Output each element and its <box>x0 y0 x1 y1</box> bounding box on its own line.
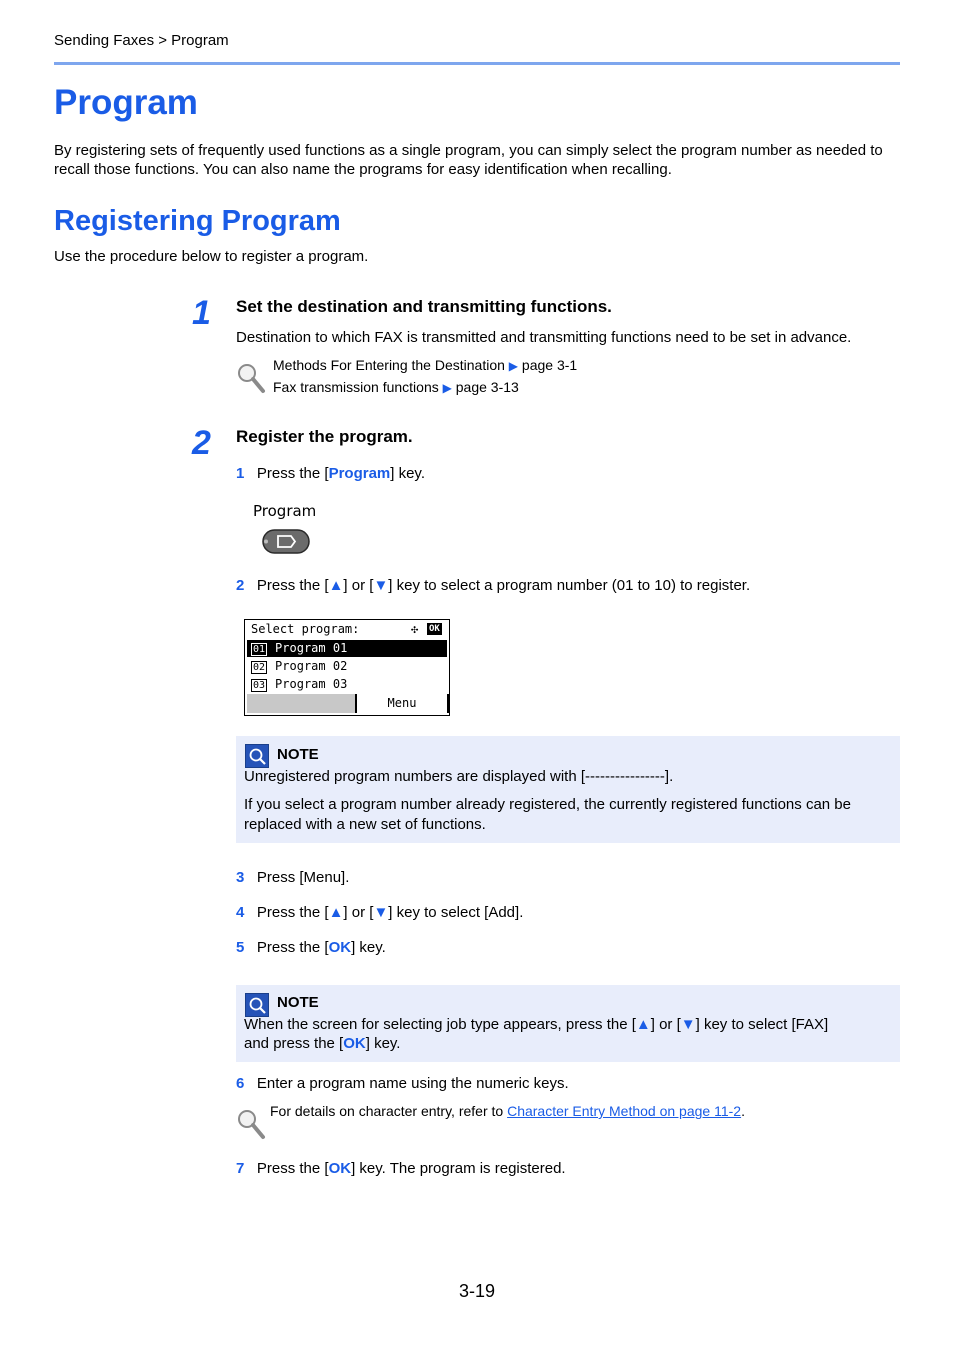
key-name: OK <box>343 1035 366 1052</box>
note-label: NOTE <box>277 994 319 1011</box>
lcd-list-item[interactable]: 02 Program 02 <box>253 659 348 673</box>
ok-icon: OK <box>429 624 440 634</box>
lcd-list-item[interactable]: 03 Program 03 <box>253 677 348 691</box>
lcd-list-item[interactable]: 01 Program 01 <box>247 640 447 657</box>
substep-6: 6 Enter a program name using the numeric keys. <box>236 1075 569 1092</box>
arrow-right-icon: ▶ <box>508 359 519 373</box>
down-arrow-icon: ▼ <box>373 577 389 594</box>
note-text: When the screen for selecting job type appears, press the [▲] or [▼] key to select [FAX] <box>244 1016 829 1033</box>
note-box <box>236 985 900 1062</box>
header-rule <box>54 62 900 65</box>
note-label: NOTE <box>277 746 319 763</box>
reference-text: Methods For Entering the Destination <box>273 357 505 373</box>
breadcrumb: Sending Faxes > Program <box>54 32 229 49</box>
step-1-number: 1 <box>192 294 211 332</box>
note-text: If you select a program number already registered, the currently registered functions can be replaced with a new set of functions. <box>244 796 851 833</box>
note-icon <box>245 744 269 768</box>
program-key-label: Program <box>253 502 317 520</box>
step-1-heading: Set the destination and transmitting functions. <box>236 297 612 316</box>
reference-link[interactable] <box>273 357 577 373</box>
section-title: Registering Program <box>54 205 341 237</box>
substep-5: 5 Press the [OK] key. <box>236 939 386 956</box>
up-arrow-icon: ▲ <box>328 577 344 594</box>
reference-page: page 3-13 <box>455 379 519 395</box>
magnifier-icon <box>236 362 266 396</box>
lcd-header-text: Select program: <box>251 622 360 636</box>
substep-2: 2 Press the [▲] or [▼] key to select a program number (01 to 10) to register. <box>236 577 751 594</box>
up-arrow-icon: ▲ <box>635 1016 651 1033</box>
reference-link[interactable] <box>273 379 519 395</box>
note-text: Unregistered program numbers are displayed with [----------------]. <box>244 768 674 785</box>
menu-softkey[interactable]: Menu <box>355 694 449 713</box>
reference-text: Fax transmission functions <box>273 379 439 395</box>
substep-number: 2 <box>236 577 245 594</box>
note-text: and press the [OK] key. <box>244 1035 401 1052</box>
lcd-softkey-bar <box>247 694 447 713</box>
program-key-button[interactable] <box>262 529 310 554</box>
navigate-icon: ✣ <box>411 622 419 636</box>
key-name: OK <box>328 1160 352 1177</box>
substep-number: 7 <box>236 1160 245 1177</box>
lcd-header <box>247 621 447 638</box>
substep-1: 1 Press the [Program] key. <box>236 465 425 482</box>
section-intro: Use the procedure below to register a program. <box>54 248 369 265</box>
magnifier-icon <box>236 1108 266 1142</box>
character-entry-link[interactable]: Character Entry Method on page 11-2 <box>507 1103 742 1119</box>
page-number: 3-19 <box>458 1281 496 1301</box>
intro-paragraph: By registering sets of frequently used functions as a single program, you can simply select the program number as needed to recall those functions. You can also name the programs for easy identification when recalling. <box>54 142 883 178</box>
down-arrow-icon: ▼ <box>373 904 389 921</box>
substep-7: 7 Press the [OK] key. The program is registered. <box>236 1160 566 1177</box>
substep-number: 1 <box>236 465 245 482</box>
up-arrow-icon: ▲ <box>328 904 344 921</box>
note-box <box>236 736 900 843</box>
substep-3: 3 Press [Menu]. <box>236 869 350 886</box>
substep-number: 4 <box>236 904 245 921</box>
reference-page: page 3-1 <box>521 357 578 373</box>
lcd-screen <box>244 619 450 716</box>
substep-number: 5 <box>236 939 245 956</box>
step-2-number: 2 <box>192 424 211 462</box>
key-name: OK <box>328 939 352 956</box>
step-1-body: Destination to which FAX is transmitted and transmitting functions need to be set in advance. <box>236 329 852 346</box>
reference-note: For details on character entry, refer to Character Entry Method on page 11-2. <box>270 1103 745 1119</box>
arrow-right-icon: ▶ <box>442 381 452 395</box>
substep-number: 3 <box>236 869 245 886</box>
key-name: Program <box>328 465 391 482</box>
substep-number: 6 <box>236 1075 245 1092</box>
down-arrow-icon: ▼ <box>680 1016 696 1033</box>
page-title: Program <box>54 83 198 122</box>
substep-4: 4 Press the [▲] or [▼] key to select [Add]. <box>236 904 524 921</box>
note-icon <box>245 993 269 1017</box>
step-2-heading: Register the program. <box>236 427 413 446</box>
